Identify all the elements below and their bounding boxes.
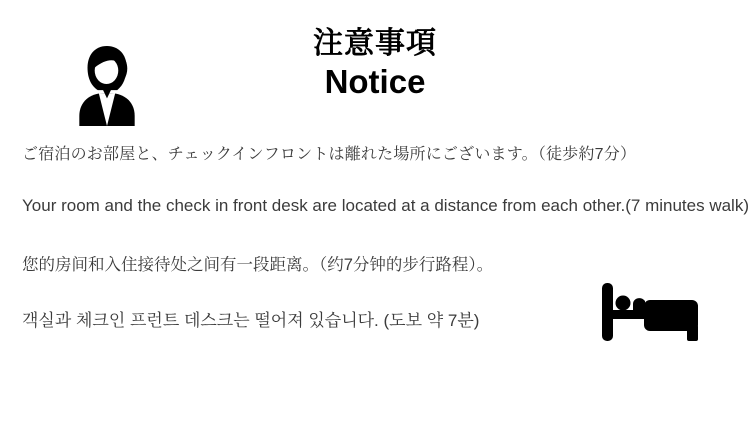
notice-line-japanese: ご宿泊のお部屋と、チェックインフロントは離れた場所にございます。（徒歩約7分） <box>22 146 637 163</box>
notice-line-korean: 객실과 체크인 프런트 데스크는 떨어져 있습니다. (도보 약 7분) <box>22 311 480 330</box>
sleeping-person-bed-icon <box>600 283 700 341</box>
title-english: Notice <box>324 63 426 100</box>
notice-line-chinese: 您的房间和入住接待处之间有一段距离。（约7分钟的步行路程）。 <box>22 256 494 274</box>
notice-line-english: Your room and the check in front desk are located at a distance from each other.(7 minutes walk) <box>22 196 749 215</box>
title-japanese: 注意事項 <box>313 27 437 60</box>
page-title <box>0 24 750 101</box>
